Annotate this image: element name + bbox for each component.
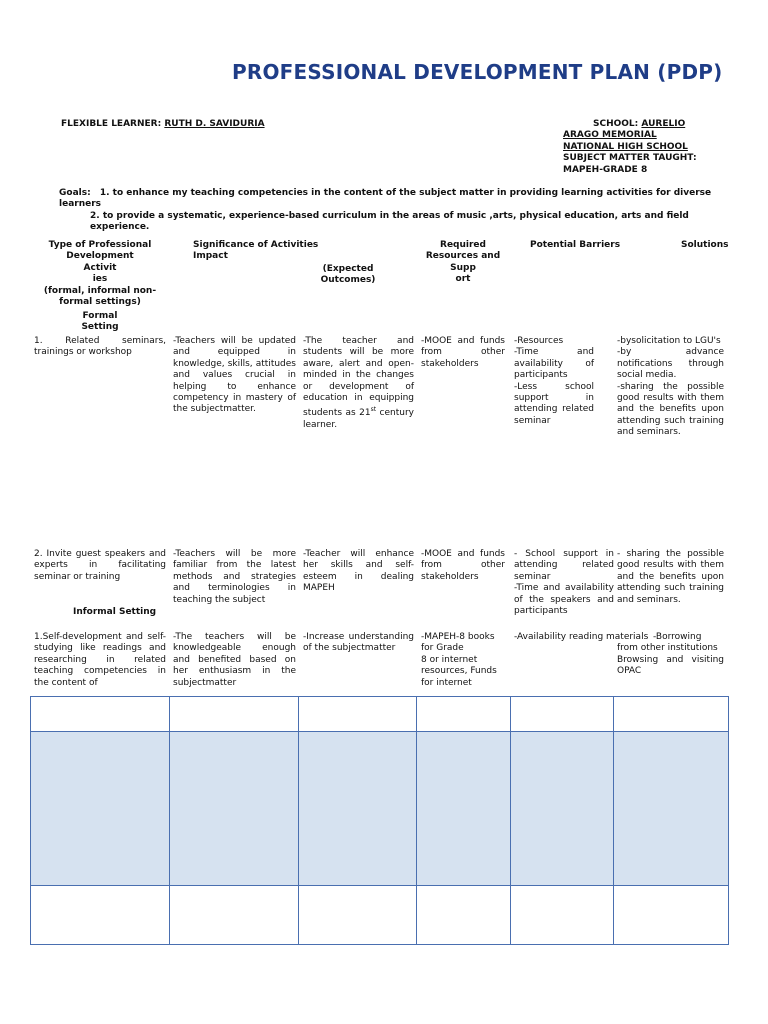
row3-resources: -MAPEH-8 books for Grade 8 or internet resources, Funds for internet — [421, 632, 497, 688]
school-block — [563, 119, 723, 176]
header-barriers: Potential Barriers — [530, 240, 621, 250]
goal-1-line-1: 1. to enhance my teaching competencies in the content of the subject matter in providing learning activities for diverse — [99, 188, 712, 198]
goal-1-line-2: learners — [59, 199, 102, 210]
learner-name: RUTH D. SAVIDURIA — [164, 119, 265, 129]
goal-2-line-2: experience. — [90, 222, 150, 233]
header-solutions: Solutions — [681, 240, 729, 250]
row2-significance: -Teachers will be more familiar from the latest methods and strategies and terminologies in teaching the subject — [173, 549, 296, 605]
row3-barriers: -Availability reading materials — [514, 632, 649, 642]
goals-label: Goals: — [59, 188, 91, 198]
empty-table-grid — [30, 696, 728, 944]
learner-line — [61, 119, 265, 130]
row1-outcomes: -The teacher and students will be more aware, alert and open-minded in the changes or development of education in equipping students as 21st century learner. — [303, 336, 414, 430]
school-label: SCHOOL: — [593, 119, 639, 129]
header-expected: (Expected Outcomes) — [320, 264, 376, 286]
row2-activity: 2. Invite guest speakers and experts in facilitating seminar or training — [34, 549, 166, 582]
row2-solutions: - sharing the possible good results with them and the benefits upon attending such training and seminars. — [617, 549, 724, 605]
header-resources: Required Resources and Supp ort — [425, 240, 501, 285]
header-significance: Significance of Activities Impact — [193, 240, 319, 262]
row2-resources: -MOOE and funds from other stakeholders — [421, 549, 505, 582]
row3-activity: 1.Self-development and self-studying like readings and researching in related teaching competencies in the content of — [34, 632, 166, 688]
row1-significance: -Teachers will be updated and equipped in knowledge, skills, attitudes and values crucial in helping to enhance competency in mastery of the subjectmatter. — [173, 336, 296, 415]
grid-row — [31, 697, 729, 732]
goals-block — [59, 188, 729, 234]
row1-resources: -MOOE and funds from other stakeholders — [421, 336, 505, 369]
informal-setting-label: Informal Setting — [73, 607, 157, 617]
subject-value: MAPEH-GRADE 8 — [563, 164, 648, 175]
header-type: Type of Professional Development Activit ies (formal, informal non- formal settings) — [43, 240, 157, 308]
row3-significance: -The teachers will be knowledgeable enough and benefited based on her enthusiasm in the subjectmatter — [173, 632, 296, 688]
row2-barriers: - School support in attending related seminar -Time and availability of the speakers and participants — [514, 549, 614, 617]
goal-2-line-1: 2. to provide a systematic, experience-based curriculum in the areas of music ,arts, physical education, arts and field — [90, 210, 689, 221]
school-name-line-1: AURELIO — [641, 119, 686, 129]
row1-barriers: -Resources -Time and availability of participants -Less school support in attending related seminar — [514, 336, 594, 426]
subject-label: SUBJECT MATTER TAUGHT: — [563, 153, 697, 164]
school-name-line-3: NATIONAL HIGH SCHOOL — [563, 141, 688, 152]
grid-row — [31, 732, 729, 886]
school-name-line-2: ARAGO MEMORIAL — [563, 130, 657, 141]
page-title: PROFESSIONAL DEVELOPMENT PLAN (PDP) — [232, 60, 723, 84]
row3-outcomes: -Increase understanding of the subjectmatter — [303, 632, 414, 654]
row2-outcomes: -Teacher will enhance her skills and self-esteem in dealing MAPEH — [303, 549, 414, 594]
row3-solutions: -Borrowing from other institutions Browsing and visiting OPAC — [617, 632, 724, 677]
formal-setting-label: Formal Setting — [81, 311, 119, 333]
row1-activity: 1. Related seminars, trainings or workshop — [34, 336, 166, 358]
grid-row — [31, 886, 729, 945]
learner-label: FLEXIBLE LEARNER: — [61, 119, 162, 129]
row1-solutions: -bysolicitation to LGU's -by advance notifications through social media. -sharing the possible good results with them and the benefits upon attending such training and seminars. — [617, 336, 724, 438]
